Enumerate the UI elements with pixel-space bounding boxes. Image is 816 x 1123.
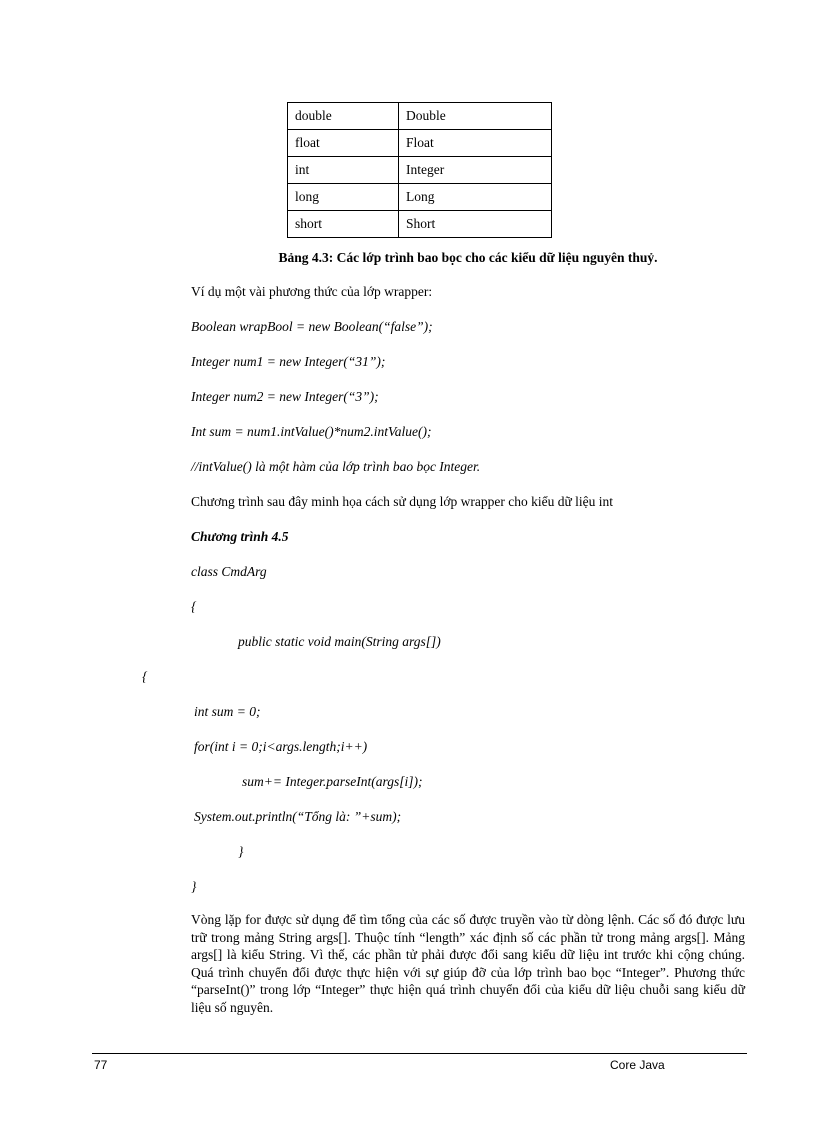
table-cell: Float bbox=[399, 130, 552, 157]
code-line: } bbox=[238, 844, 244, 859]
table-cell: float bbox=[288, 130, 399, 157]
footer-divider bbox=[92, 1053, 747, 1054]
program-intro: Chương trình sau đây minh họa cách sử dụng lớp wrapper cho kiểu dữ liệu int bbox=[191, 494, 614, 509]
table-row bbox=[288, 211, 552, 238]
example-line: Boolean wrapBool = new Boolean(“false”); bbox=[191, 319, 433, 334]
code-line: for(int i = 0;i<args.length;i++) bbox=[194, 739, 368, 754]
table-row bbox=[288, 130, 552, 157]
table-cell: Integer bbox=[399, 157, 552, 184]
table-row bbox=[288, 157, 552, 184]
wrapper-class-table bbox=[287, 102, 552, 238]
table-caption: Bảng 4.3: Các lớp trình bao bọc cho các kiểu dữ liệu nguyên thuỷ. bbox=[278, 250, 658, 265]
book-title: Core Java bbox=[610, 1058, 665, 1072]
table-cell: long bbox=[288, 184, 399, 211]
code-line: sum+= Integer.parseInt(args[i]); bbox=[242, 774, 423, 789]
code-line: } bbox=[191, 879, 197, 894]
table-cell: Double bbox=[399, 103, 552, 130]
code-line: { bbox=[142, 669, 148, 684]
table-cell: short bbox=[288, 211, 399, 238]
page-number: 77 bbox=[94, 1058, 108, 1072]
code-line: int sum = 0; bbox=[194, 704, 261, 719]
code-line: System.out.println(“Tổng là: ”+sum); bbox=[194, 809, 402, 824]
table-row bbox=[288, 184, 552, 211]
intro-text: Ví dụ một vài phương thức của lớp wrapper: bbox=[191, 284, 433, 299]
table-cell: Short bbox=[399, 211, 552, 238]
table-row bbox=[288, 103, 552, 130]
example-line: Integer num2 = new Integer(“3”); bbox=[191, 389, 379, 404]
example-comment: //intValue() là một hàm của lớp trình bao bọc Integer. bbox=[191, 459, 481, 474]
table-cell: Long bbox=[399, 184, 552, 211]
table-cell: int bbox=[288, 157, 399, 184]
code-line: class CmdArg bbox=[191, 564, 267, 579]
example-line: Integer num1 = new Integer(“31”); bbox=[191, 354, 386, 369]
table-cell: double bbox=[288, 103, 399, 130]
program-title: Chương trình 4.5 bbox=[191, 529, 289, 544]
code-line: public static void main(String args[]) bbox=[238, 634, 441, 649]
code-line: { bbox=[191, 599, 197, 614]
explanation-paragraph: Vòng lặp for được sử dụng để tìm tổng của các số được truyền vào từ dòng lệnh. Các số đó được lưu trữ trong mảng String args[]. Thuộc tính “length” xác định số các phần tử trong mảng args[]. Mảng args[] là kiểu String. Vì thế, các phần tử phải được đổi sang kiểu dữ liệu int trước khi cộng chúng. Quá trình chuyển đổi được thực hiện với sự giúp đỡ của lớp trình bao bọc “Integer”. Phương thức “parseInt()” trong lớp “Integer” thực hiện quá trình chuyển đổi của kiểu dữ liệu chuỗi sang kiểu dữ liệu số nguyên. bbox=[191, 912, 745, 1015]
example-line: Int sum = num1.intValue()*num2.intValue(); bbox=[191, 424, 432, 439]
